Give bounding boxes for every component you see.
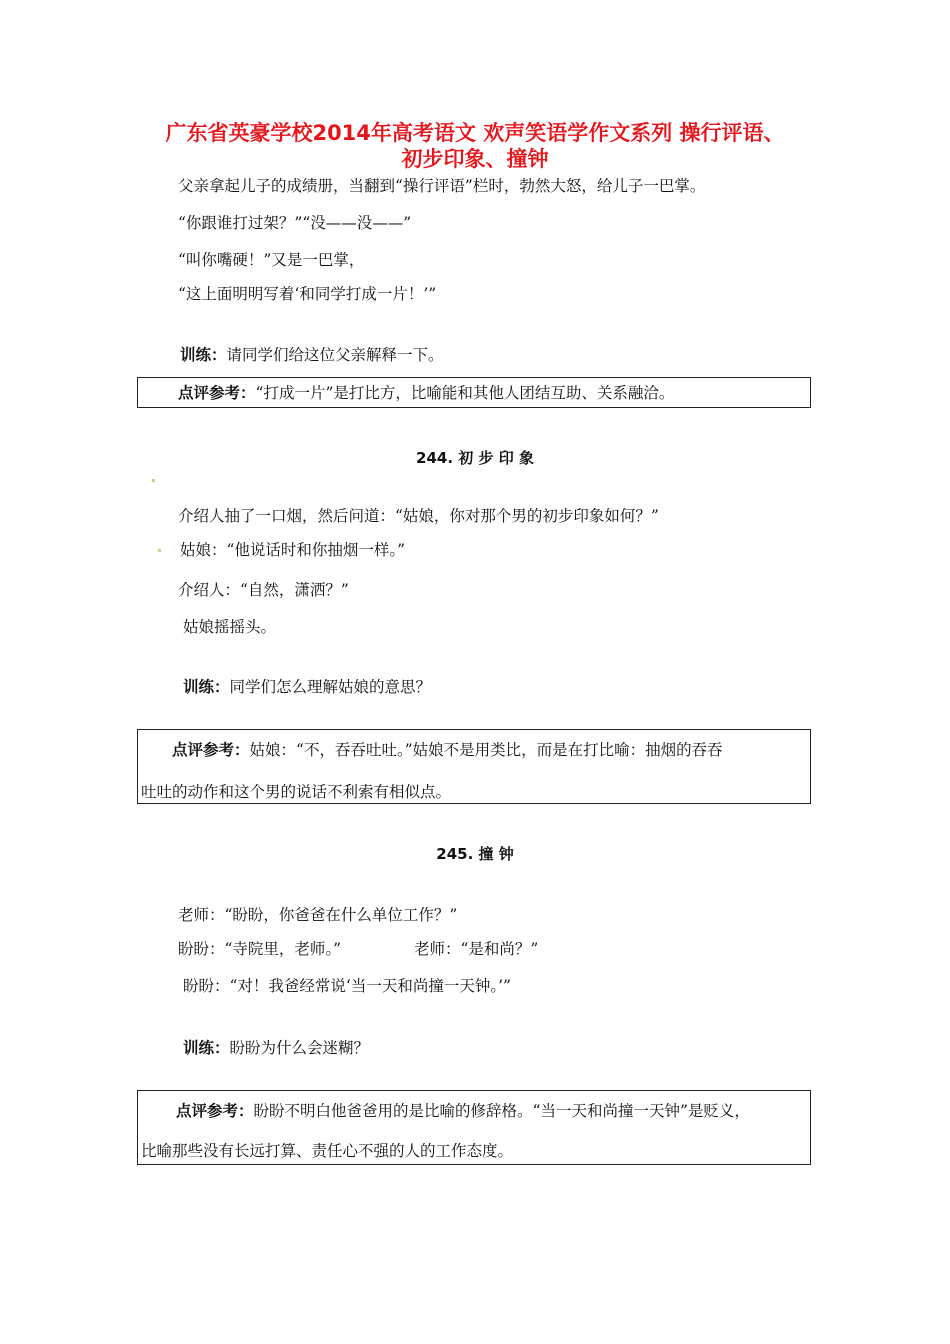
training-text: 请同学们给这位父亲解释一下。 <box>226 346 444 364</box>
story-line: 介绍人：“自然，潇洒？” <box>178 581 349 599</box>
comment-label: 点评参考： <box>176 1102 254 1120</box>
story-line: 老师：“是和尚？” <box>414 940 539 958</box>
comment-body: “打成一片”是打比方，比喻能和其他人团结互助、关系融洽。 <box>255 384 675 402</box>
comment-text <box>176 1101 750 1121</box>
comment-box <box>137 1090 811 1165</box>
story-line: “叫你嘴硬！”又是一巴掌， <box>178 251 365 269</box>
story-line: 姑娘摇摇头。 <box>183 618 277 636</box>
comment-label: 点评参考： <box>178 384 256 402</box>
story-line: “你跟谁打过架？”“没——没——” <box>178 214 412 232</box>
training-label: 训练： <box>183 1039 230 1057</box>
comment-box <box>137 377 811 408</box>
story-line: 老师：“盼盼，你爸爸在什么单位工作？” <box>178 906 458 924</box>
decorative-dot <box>158 549 161 552</box>
training-question <box>183 1038 369 1058</box>
decorative-dot <box>152 479 155 482</box>
training-label: 训练： <box>180 346 227 364</box>
comment-box <box>137 729 811 804</box>
section-heading: 244. 初 步 印 象 <box>416 449 534 467</box>
document-title-line-1: 广东省英豪学校2014年高考语文 欢声笑语学作文系列 操行评语、 <box>165 121 785 145</box>
comment-body: 姑娘：“不，吞吞吐吐。”姑娘不是用类比，而是在打比喻：抽烟的吞吞 <box>249 741 723 759</box>
story-line: 盼盼：“寺院里，老师。” <box>178 940 342 958</box>
story-line: 姑娘：“他说话时和你抽烟一样。” <box>180 541 406 559</box>
comment-text-continued: 吐吐的动作和这个男的说话不利索有相似点。 <box>141 783 452 801</box>
story-line: “这上面明明写着‘和同学打成一片！’” <box>178 285 437 303</box>
training-question <box>183 677 431 697</box>
training-text: 同学们怎么理解姑娘的意思？ <box>229 678 432 696</box>
training-label: 训练： <box>183 678 230 696</box>
story-line: 盼盼：“对！我爸经常说‘当一天和尚撞一天钟。’” <box>183 977 511 995</box>
comment-text-continued: 比喻那些没有长远打算、责任心不强的人的工作态度。 <box>141 1142 514 1160</box>
comment-body: 盼盼不明白他爸爸用的是比喻的修辞格。“当一天和尚撞一天钟”是贬义， <box>253 1102 750 1120</box>
document-title-line-2: 初步印象、撞钟 <box>401 147 549 171</box>
training-text: 盼盼为什么会迷糊？ <box>229 1039 370 1057</box>
training-question <box>180 345 444 365</box>
comment-text <box>178 383 674 403</box>
comment-text <box>172 740 723 760</box>
section-heading: 245. 撞 钟 <box>436 845 514 863</box>
story-line: 父亲拿起儿子的成绩册，当翻到“操行评语”栏时，勃然大怒，给儿子一巴掌。 <box>178 177 706 195</box>
story-line: 介绍人抽了一口烟，然后问道：“姑娘，你对那个男的初步印象如何？” <box>178 507 659 525</box>
comment-label: 点评参考： <box>172 741 250 759</box>
